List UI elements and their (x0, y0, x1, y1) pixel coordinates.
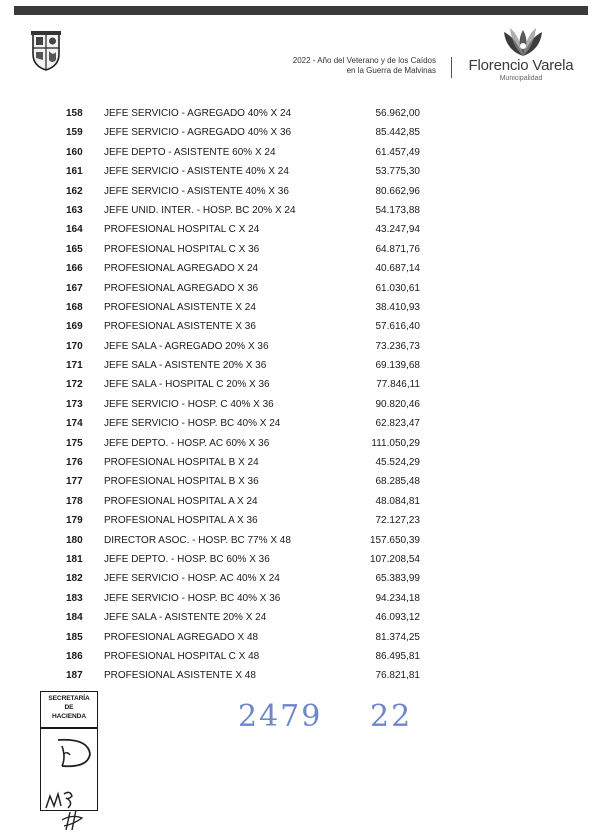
row-description: PROFESIONAL HOSPITAL A X 24 (104, 495, 258, 507)
row-description: PROFESIONAL AGREGADO X 24 (104, 263, 259, 275)
table-row (66, 162, 438, 181)
file-year-stamp: 22 (370, 699, 413, 734)
row-description: JEFE SALA - AGREGADO 20% X 36 (104, 340, 269, 352)
row-amount: 69.139,68 (375, 360, 420, 372)
row-description: JEFE SALA - ASISTENTE 20% X 36 (104, 360, 267, 372)
table-row (66, 337, 438, 356)
row-amount: 94.234,18 (375, 592, 420, 604)
row-amount: 85.442,85 (375, 127, 420, 139)
row-number: 183 (66, 592, 83, 604)
row-number: 179 (66, 515, 83, 527)
row-description: JEFE SERVICIO - HOSP. BC 40% X 24 (104, 418, 281, 430)
table-row (66, 531, 438, 550)
row-number: 181 (66, 553, 83, 565)
table-row (66, 201, 438, 220)
row-description: PROFESIONAL ASISTENTE X 48 (104, 670, 256, 682)
row-amount: 77.846,11 (376, 379, 420, 391)
row-number: 167 (66, 282, 83, 294)
row-description: PROFESIONAL HOSPITAL B X 24 (104, 457, 259, 469)
row-number: 166 (66, 263, 83, 275)
row-amount: 62.823,47 (375, 418, 420, 430)
row-number: 187 (66, 670, 83, 682)
row-amount: 72.127,23 (375, 515, 420, 527)
table-row (66, 220, 438, 239)
row-amount: 64.871,76 (375, 243, 420, 255)
row-number: 184 (66, 612, 83, 624)
table-row (66, 434, 438, 453)
row-amount: 68.285,48 (375, 476, 420, 488)
row-description: JEFE SERVICIO - HOSP. C 40% X 36 (104, 398, 274, 410)
table-row (66, 395, 438, 414)
row-amount: 53.775,30 (375, 166, 420, 178)
row-description: JEFE SALA - ASISTENTE 20% X 24 (104, 612, 267, 624)
dedication-line-2: en la Guerra de Malvinas (346, 66, 436, 75)
row-amount: 54.173,88 (375, 204, 420, 216)
row-number: 180 (66, 534, 83, 546)
table-row (66, 414, 438, 433)
row-amount: 86.495,81 (375, 650, 420, 662)
row-description: JEFE SERVICIO - HOSP. BC 40% X 36 (104, 592, 281, 604)
row-description: PROFESIONAL HOSPITAL C X 36 (104, 243, 260, 255)
row-description: PROFESIONAL AGREGADO X 36 (104, 282, 259, 294)
header-divider (451, 57, 452, 78)
row-number: 182 (66, 573, 83, 585)
row-description: DIRECTOR ASOC. - HOSP. BC 77% X 48 (104, 534, 291, 546)
row-number: 176 (66, 457, 83, 469)
row-amount: 73.236,73 (375, 340, 420, 352)
stamp-line-3: HACIENDA (51, 713, 86, 720)
dedication-line-1: 2022 - Año del Veterano y de los Caídos (292, 56, 436, 65)
table-row (66, 123, 438, 142)
table-row (66, 453, 438, 472)
row-amount: 48.084,81 (375, 495, 420, 507)
row-number: 164 (66, 224, 83, 236)
brand-name: Florencio Varela (468, 57, 574, 74)
row-amount: 46.093,12 (375, 612, 420, 624)
table-row (66, 608, 438, 627)
header-dedication (176, 56, 436, 76)
salary-table (66, 104, 438, 686)
table-row (66, 240, 438, 259)
row-amount: 107.208,54 (369, 553, 420, 565)
file-number-stamp: 2479 (238, 699, 323, 734)
row-number: 173 (66, 398, 83, 410)
row-number: 165 (66, 243, 83, 255)
row-amount: 40.687,14 (375, 263, 420, 275)
table-row (66, 143, 438, 162)
table-row (66, 511, 438, 530)
row-number: 170 (66, 340, 83, 352)
row-description: PROFESIONAL HOSPITAL C X 24 (104, 224, 260, 236)
row-description: PROFESIONAL ASISTENTE X 36 (104, 321, 256, 333)
row-description: PROFESIONAL AGREGADO X 48 (104, 631, 259, 643)
row-number: 172 (66, 379, 83, 391)
row-amount: 45.524,29 (375, 457, 420, 469)
row-number: 168 (66, 301, 83, 313)
table-row (66, 104, 438, 123)
row-description: JEFE SERVICIO - HOSP. AC 40% X 24 (104, 573, 280, 585)
florencio-varela-logo-icon (496, 26, 550, 58)
row-number: 171 (66, 360, 83, 372)
row-number: 160 (66, 146, 83, 158)
row-amount: 157.650,39 (369, 534, 420, 546)
row-number: 185 (66, 631, 83, 643)
table-row (66, 492, 438, 511)
row-description: JEFE SERVICIO - AGREGADO 40% X 24 (104, 108, 292, 119)
row-amount: 65.383,99 (375, 573, 420, 585)
row-description: JEFE DEPTO. - HOSP. AC 60% X 36 (104, 437, 270, 449)
table-row (66, 666, 438, 685)
stamp-divider (41, 727, 97, 729)
row-description: PROFESIONAL HOSPITAL A X 36 (104, 515, 258, 527)
table-row (66, 298, 438, 317)
table-row (66, 356, 438, 375)
row-amount: 81.374,25 (375, 631, 420, 643)
row-description: JEFE DEPTO. - HOSP. BC 60% X 36 (104, 553, 270, 565)
row-number: 175 (66, 437, 83, 449)
row-number: 174 (66, 418, 83, 430)
row-number: 177 (66, 476, 83, 488)
brand-subtitle: Municipalidad (499, 75, 543, 82)
table-row (66, 182, 438, 201)
stamp-line-1: SECRETARÍA (48, 695, 90, 702)
row-description: JEFE SERVICIO - AGREGADO 40% X 36 (104, 127, 292, 139)
row-description: PROFESIONAL HOSPITAL C X 48 (104, 650, 260, 662)
stamp-line-2: DE (64, 704, 74, 711)
municipal-crest-icon (30, 30, 62, 72)
table-row (66, 589, 438, 608)
row-amount: 56.962,00 (375, 108, 420, 119)
handwritten-initials-icon (40, 780, 100, 832)
row-amount: 43.247,94 (375, 224, 420, 236)
row-amount: 111.050,29 (371, 437, 420, 449)
row-amount: 76.821,81 (375, 670, 420, 682)
row-description: JEFE UNID. INTER. - HOSP. BC 20% X 24 (104, 204, 296, 216)
table-row (66, 472, 438, 491)
row-amount: 90.820,46 (375, 398, 420, 410)
table-row (66, 259, 438, 278)
table-row (66, 647, 438, 666)
table-row (66, 569, 438, 588)
row-number: 169 (66, 321, 83, 333)
row-number: 186 (66, 650, 83, 662)
top-scan-bar (14, 6, 588, 15)
row-amount: 57.616,40 (375, 321, 420, 333)
row-description: PROFESIONAL HOSPITAL B X 36 (104, 476, 259, 488)
row-number: 161 (66, 166, 83, 178)
row-description: PROFESIONAL ASISTENTE X 24 (104, 301, 256, 313)
row-amount: 61.030,61 (375, 282, 420, 294)
row-amount: 80.662,96 (375, 185, 420, 197)
table-row (66, 628, 438, 647)
table-row (66, 550, 438, 569)
table-row (66, 317, 438, 336)
row-description: JEFE DEPTO - ASISTENTE 60% X 24 (104, 146, 276, 158)
table-row (66, 375, 438, 394)
row-amount: 61.457,49 (375, 146, 420, 158)
row-number: 162 (66, 185, 83, 197)
row-description: JEFE SERVICIO - ASISTENTE 40% X 24 (104, 166, 289, 178)
row-number: 163 (66, 204, 83, 216)
row-description: JEFE SERVICIO - ASISTENTE 40% X 36 (104, 185, 289, 197)
row-amount: 38.410,93 (375, 301, 420, 313)
row-number: 178 (66, 495, 83, 507)
row-description: JEFE SALA - HOSPITAL C 20% X 36 (104, 379, 270, 391)
row-number: 158 (66, 108, 83, 119)
stamp-signature-icon (44, 732, 96, 772)
table-row (66, 279, 438, 298)
row-number: 159 (66, 127, 83, 139)
